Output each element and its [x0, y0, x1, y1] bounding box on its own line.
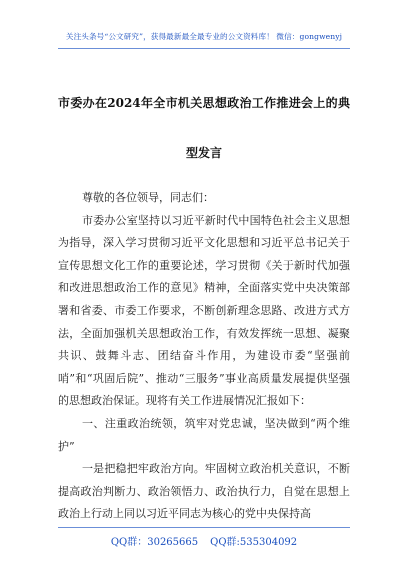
footer-qq-group-1: QQ群：30265665: [110, 537, 199, 548]
section-heading-1: 一、注重政治统领，筑牢对党忠诚，坚决做到“两个维护”: [58, 416, 350, 453]
footer-divider: [58, 527, 350, 528]
paragraph-point-1: 一是把稳把牢政治方向。牢固树立政治机关意识，不断提高政治判断力、政治领悟力、政治执行力，自觉在思想上政治上行动上同以习近平同志为核心的党中央保持高: [58, 462, 350, 521]
footer-qq-group-2: QQ群:535304092: [210, 537, 298, 548]
document-body: [58, 187, 350, 526]
document-title: 市委办在2024年全市机关思想政治工作推进会上的典型发言: [58, 96, 350, 160]
header-divider: [58, 48, 350, 49]
salutation: 尊敬的各位领导，同志们：: [82, 191, 214, 204]
footer: [0, 533, 408, 548]
paragraph-intro: 市委办公室坚持以习近平新时代中国特色社会主义思想为指导，深入学习贯彻习近平文化思想和习近平总书记关于宣传思想文化工作的重要论述，学习贯彻《关于新时代加强和改进思想政治工作的意见》精神，全面落实党中央决策部署和省委、市委工作要求，不断创新理念思路、改进方式方法，全面加强机关思想政治工作，有效发挥统一思想、凝聚共识、鼓舞斗志、团结奋斗作用，为建设市委“坚强前哨”和“巩固后院”、推动“三服务”事业高质量发展提供坚强的思想政治保证。现将有关工作进展情况汇报如下：: [58, 213, 350, 408]
header-banner: 关注头条号“公文研究”，获得最新最全最专业的公文资料库！ 微信：gongwenyj: [65, 32, 343, 41]
